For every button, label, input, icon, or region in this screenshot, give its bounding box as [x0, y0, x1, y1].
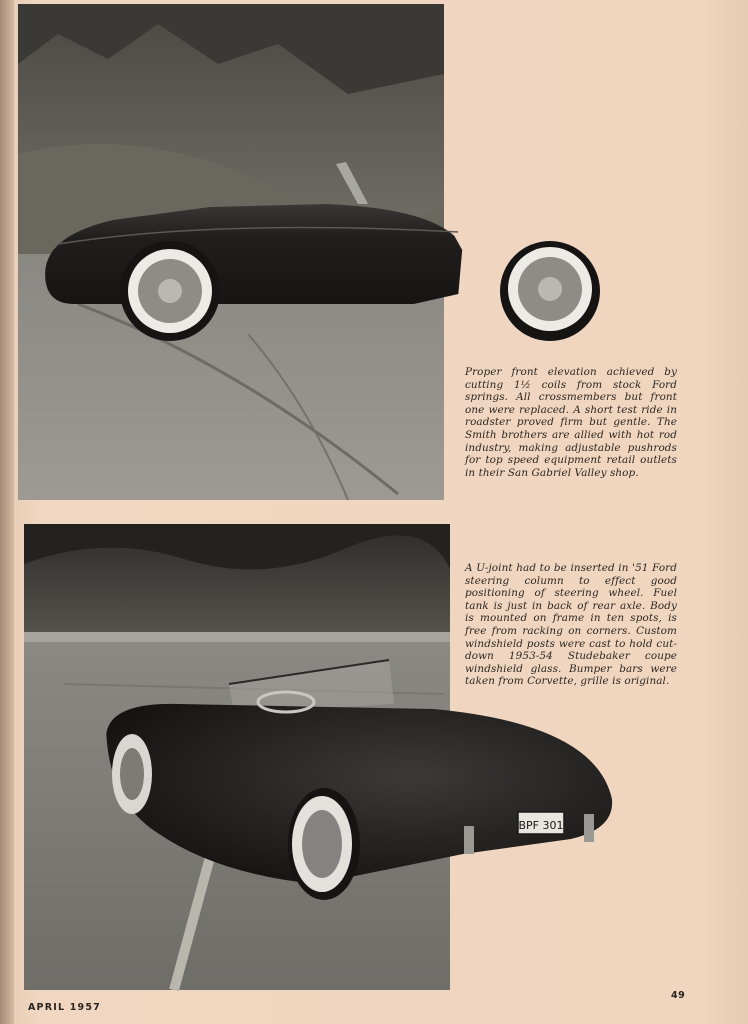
caption-front-elevation: Proper front elevation achieved by cutting 1½ coils from stock Ford springs. All crossmembers but front one were replaced. A short test ride in roadster proved firm but gentle. The Smith brothers are allied with hot rod industry, making adjustable pushrods for top speed equipment retail outlets in their San Gabriel Valley shop. — [465, 366, 677, 479]
roadster-side-illustration — [18, 4, 444, 500]
license-plate-text: BPF 301 — [518, 819, 564, 832]
footer-issue-date: APRIL 1957 — [28, 1002, 101, 1013]
roadster-rear-illustration — [24, 524, 564, 990]
caption-steering-column: A U-joint had to be inserted in '51 Ford steering column to effect good positioning of steering wheel. Fuel tank is just in back of rear axle. Body is mounted on frame in ten spots, is free from racking on corners. Custom windshield posts were cast to hold cut-down 1953-54 Studebaker coupe windshield glass. Bumper bars were taken from Corvette, grille is original. — [465, 562, 677, 688]
photo-roadster-rear-view — [24, 524, 564, 990]
footer-page-number: 49 — [671, 990, 686, 1001]
photo-roadster-side-view — [18, 4, 444, 500]
page-spine-shadow — [0, 0, 14, 1024]
